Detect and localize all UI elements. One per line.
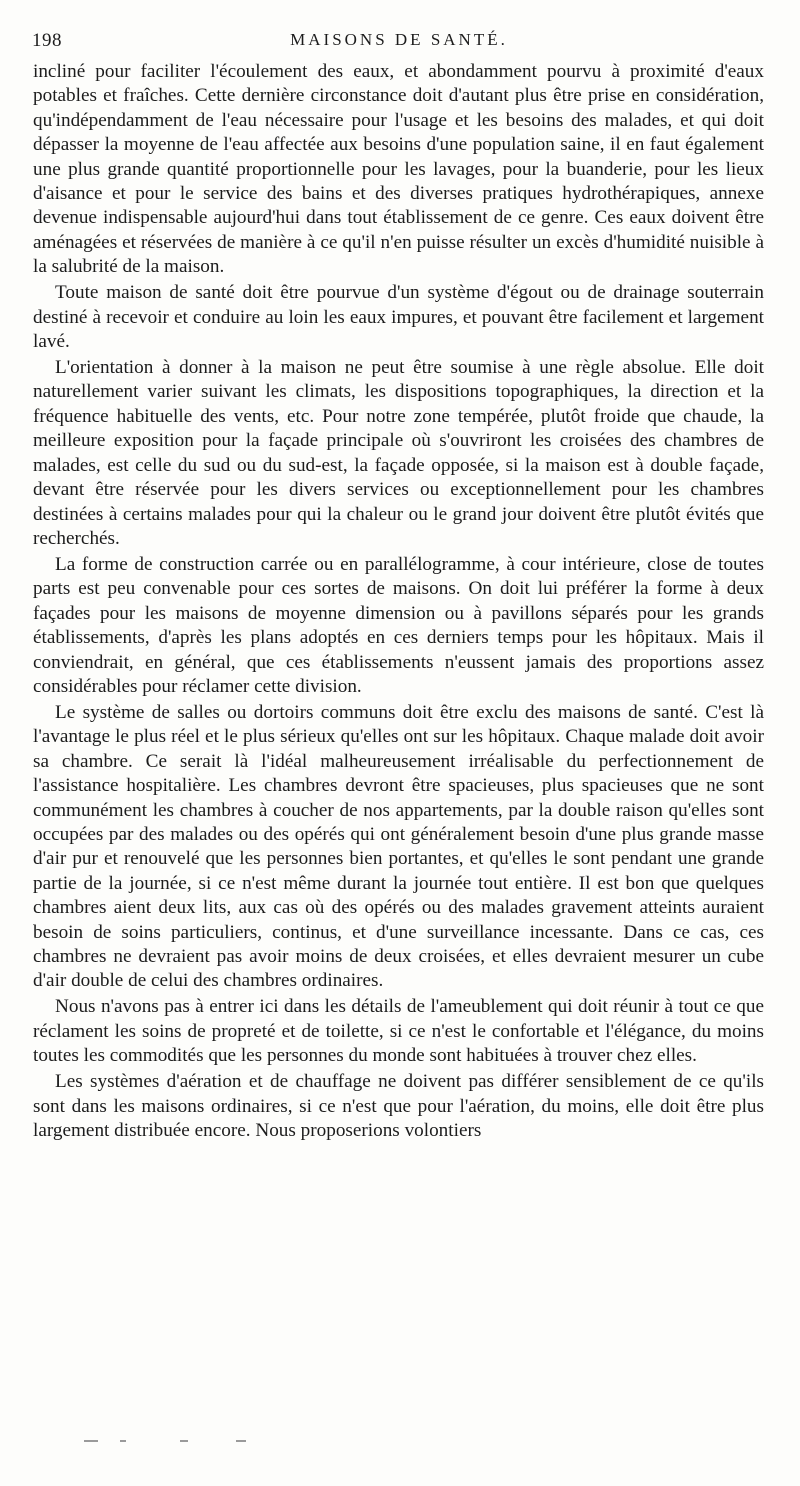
paragraph-continuation: incliné pour faciliter l'écoulement des eaux, et abondamment pourvu à proximité d'eaux potables et fraîches. Cette dernière circonstance doit d'autant plus être prise en considération, qu'indépendamment de l'eau nécessaire pour l'usage et les besoins des malades, et qui doit dépasser la moyenne de l'eau affectée aux besoins d'une population saine, il en faut également une plus grande quantité proportionnelle pour les lavages, pour la buanderie, pour les lieux d'aisance et pour le service des bains et des diverses pratiques hydrothérapiques, annexe devenue indispensable aujourd'hui dans tout établissement de ce genre. Ces eaux doivent être aménagées et réservées de manière à ce qu'il n'en puisse résulter un excès d'humidité nuisible à la salubrité de la maison.: [33, 61, 764, 278]
page-number: 198: [32, 30, 62, 51]
paragraph-construction-form: La forme de construction carrée ou en parallélogramme, à cour intérieure, close de toutes parts est peu convenable pour ces sortes de maisons. On doit lui préférer la forme à deux façades pour les maisons de moyenne dimension ou à pavillons séparés pour les grands établissements, d'après les plans adoptés en ces derniers temps pour les hôpitaux. Mais il conviendrait, en général, que ces établissements n'eussent jamais des proportions assez considérables pour réclamer cette division.: [33, 553, 764, 697]
paragraph-furnishing: Nous n'avons pas à entrer ici dans les détails de l'ameublement qui doit réunir à tout ce que réclament les soins de propreté et de toilette, si ce n'est le confortable et l'élégance, du moins toutes les commodités que les personnes du monde sont habituées à trouver chez elles.: [33, 996, 764, 1067]
body-text: [33, 60, 764, 1143]
paragraph-drainage: Toute maison de santé doit être pourvue d'un système d'égout ou de drainage souterrain destiné à recevoir et conduire au loin les eaux impures, et pouvant être facilement et largement lavé.: [33, 282, 764, 353]
paragraph-rooms: Le système de salles ou dortoirs communs doit être exclu des maisons de santé. C'est là l'avantage le plus réel et le plus sérieux qu'elles ont sur les hôpitaux. Chaque malade doit avoir sa chambre. Ce serait là l'idéal malheureusement irréalisable du perfectionnement de l'assistance hospitalière. Les chambres devront être spacieuses, plus spacieuses que ne sont communément les chambres à coucher de nos appartements, par la double raison qu'elles sont occupées par des malades ou des opérés qui ont généralement besoin d'une plus grande masse d'air pur et renouvelé que les personnes bien portantes, et qu'elles le sont pendant une grande partie de la journée, si ce n'est même durant la journée tout entière. Il est bon que quelques chambres aient deux lits, aux cas où des opérés ou des malades gravement atteints auraient besoin de soins particuliers, continus, et d'une surveillance incessante. Dans ce cas, ces chambres ne devraient pas avoir moins de deux croisées, et elles devraient mesurer un cube d'air double de celui des chambres ordinaires.: [33, 701, 764, 992]
paragraph-ventilation: Les systèmes d'aération et de chauffage ne doivent pas différer sensiblement de ce qu'ils sont dans les maisons ordinaires, si ce n'est que pour l'aération, du moins, elle doit être plus largement distribuée encore. Nous proposerions volontiers: [33, 1071, 764, 1142]
paragraph-orientation: L'orientation à donner à la maison ne peut être soumise à une règle absolue. Elle doit naturellement varier suivant les climats, les dispositions topographiques, la direction et la fréquence habituelle des vents, etc. Pour notre zone tempérée, plutôt froide que chaude, la meilleure exposition pour la façade principale où s'ouvriront les croisées des chambres de malades, est celle du sud ou du sud-est, la façade opposée, si la maison est à double façade, devant être réservée pour les divers services ou exceptionnellement pour les chambres destinées à certains malades pour qui la chaleur ou le grand jour doivent être plutôt évités que recherchés.: [33, 357, 764, 549]
running-title: MAISONS DE SANTÉ.: [290, 30, 508, 49]
footer-print-marks: [84, 1440, 284, 1446]
running-head: [32, 30, 766, 56]
